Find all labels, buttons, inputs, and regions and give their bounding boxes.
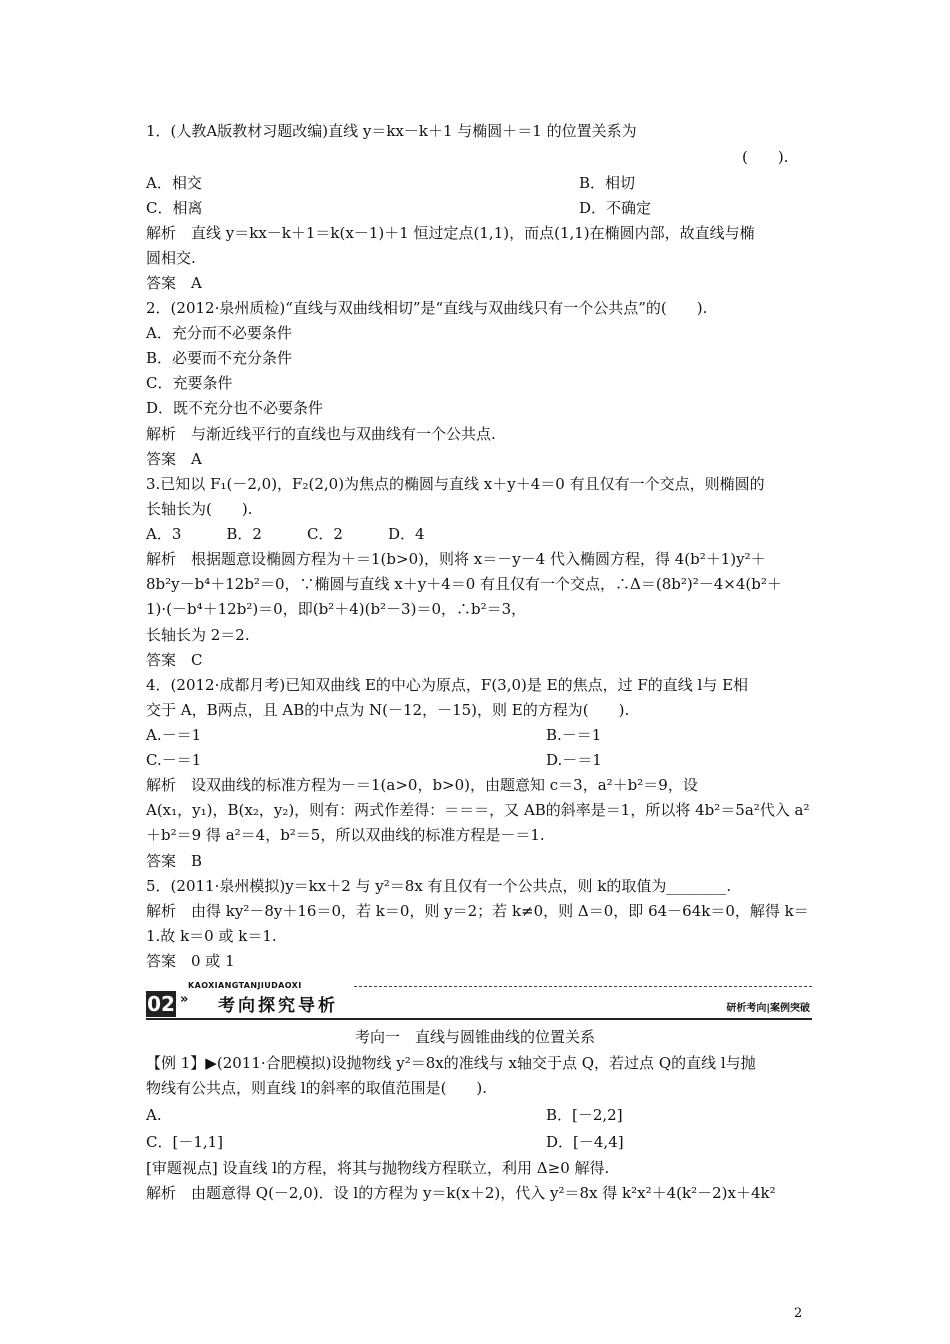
q4-stem-line: 4．(2012·成都月考)已知双曲线 E的中心为原点，F(3,0)是 E的焦点，过 F的直线 l与 E相	[146, 676, 749, 694]
q1-stem: 1．(人教A版教材习题改编)直线 y＝kx－k＋1 与椭圆＋＝1 的位置关系为	[146, 122, 637, 140]
q4-option-c: C.－＝1	[146, 751, 202, 769]
q3-stem-line: 3.已知以 F₁(－2,0)，F₂(2,0)为焦点的椭圆与直线 x＋y＋4＝0 有且仅有一个交点，则椭圆的	[146, 475, 765, 493]
q3-options: A．3 B．2 C．2 D．4	[146, 525, 425, 543]
banner-rule	[146, 1018, 812, 1020]
example-option-d: D．[－4,4]	[546, 1133, 624, 1151]
q3-stem-line: 长轴长为( ).	[146, 500, 253, 518]
example-stem-line: 物线有公共点，则直线 l的斜率的取值范围是( ).	[146, 1079, 488, 1097]
section-banner	[146, 980, 812, 1020]
q2-option-a: A．充分而不必要条件	[146, 324, 292, 342]
q4-solution-line: 解析 设双曲线的标准方程为－＝1(a>0，b>0)，由题意知 c＝3，a²＋b²＝9，设	[146, 776, 698, 794]
banner-title: 考向探究导析	[218, 996, 338, 1016]
example-option-c: C．[－1,1]	[146, 1133, 224, 1151]
q1-option-b: B．相切	[579, 174, 636, 192]
q2-option-c: C．充要条件	[146, 374, 233, 392]
page-number: 2	[794, 1306, 803, 1321]
q4-option-d: D.－＝1	[546, 751, 602, 769]
q1-solution-line: 圆相交.	[146, 249, 196, 267]
q4-solution-line: A(x₁，y₁)，B(x₂，y₂)，则有：两式作差得：＝＝＝，又 AB的斜率是＝1，所以将 4b²＝5a²代入 a²	[146, 801, 810, 819]
q3-solution-line: 8b²y－b⁴＋12b²＝0，∵椭圆与直线 x＋y＋4＝0 有且仅有一个交点，∴Δ＝(8b²)²－4×4(b²＋	[146, 575, 782, 593]
q3-answer: 答案 C	[146, 651, 203, 669]
q3-solution-line: 解析 根据题意设椭圆方程为＋＝1(b>0)，则将 x＝－y－4 代入椭圆方程，得 4(b²＋1)y²＋	[146, 550, 766, 568]
banner-subtitle: 研析考向|案例突破	[726, 1003, 810, 1014]
example-solution-line: 解析 由题意得 Q(－2,0)．设 l的方程为 y＝k(x＋2)，代入 y²＝8x 得 k²x²＋4(k²－2)x＋4k²	[146, 1184, 776, 1202]
section-title: 考向一 直线与圆锥曲线的位置关系	[354, 1028, 595, 1046]
q5-solution-line: 1.故 k＝0 或 k＝1.	[146, 927, 277, 945]
chevron-right-icon: »	[180, 992, 189, 1007]
q4-option-a: A.－＝1	[146, 726, 202, 744]
q2-answer: 答案 A	[146, 450, 202, 468]
example-option-b: B．[－2,2]	[546, 1106, 623, 1124]
q1-solution-line: 解析 直线 y＝kx－k＋1＝k(x－1)＋1 恒过定点(1,1)，而点(1,1)在椭圆内部，故直线与椭	[146, 224, 755, 242]
example-stem-line: 【例 1】▶(2011·合肥模拟)设抛物线 y²＝8x的准线与 x轴交于点 Q，若过点 Q的直线 l与抛	[146, 1054, 756, 1072]
q2-stem: 2．(2012·泉州质检)“直线与双曲线相切”是“直线与双曲线只有一个公共点”的( ).	[146, 299, 708, 317]
q1-option-d: D．不确定	[579, 199, 652, 217]
q5-solution-line: 解析 由得 ky²－8y＋16＝0，若 k＝0，则 y＝2；若 k≠0，则 Δ＝0，即 64－64k＝0，解得 k＝	[146, 902, 809, 920]
banner-pinyin: KAOXIANGTANJIUDAOXI	[188, 981, 302, 990]
q4-option-b: B.－＝1	[546, 726, 602, 744]
q2-option-d: D．既不充分也不必要条件	[146, 399, 324, 417]
q4-answer: 答案 B	[146, 852, 203, 870]
q1-answer: 答案 A	[146, 274, 202, 292]
q5-answer: 答案 0 或 1	[146, 952, 235, 970]
banner-divider	[354, 986, 812, 987]
q3-solution-line: 1)·(－b⁴＋12b²)＝0，即(b²＋4)(b²－3)＝0，∴b²＝3，	[146, 600, 527, 618]
q2-option-b: B．必要而不充分条件	[146, 349, 293, 367]
q5-stem: 5．(2011·泉州模拟)y＝kx＋2 与 y²＝8x 有且仅有一个公共点，则 k的取值为________.	[146, 877, 732, 895]
q1-option-c: C．相离	[146, 199, 203, 217]
q4-solution-line: ＋b²＝9 得 a²＝4，b²＝5，所以双曲线的标准方程是－＝1.	[146, 826, 545, 844]
banner-number: 02	[147, 992, 175, 1016]
q2-solution: 解析 与渐近线平行的直线也与双曲线有一个公共点.	[146, 425, 496, 443]
q1-bracket: ( ).	[742, 148, 789, 166]
q3-solution-line: 长轴长为 2＝2.	[146, 626, 250, 644]
q4-stem-line: 交于 A，B两点，且 AB的中点为 N(－12，－15)，则 E的方程为( ).	[146, 701, 630, 719]
q1-option-a: A．相交	[146, 174, 202, 192]
example-review-point: [审题视点] 设直线 l的方程，将其与抛物线方程联立，利用 Δ≥0 解得.	[146, 1159, 610, 1177]
example-option-a: A.	[146, 1106, 162, 1124]
